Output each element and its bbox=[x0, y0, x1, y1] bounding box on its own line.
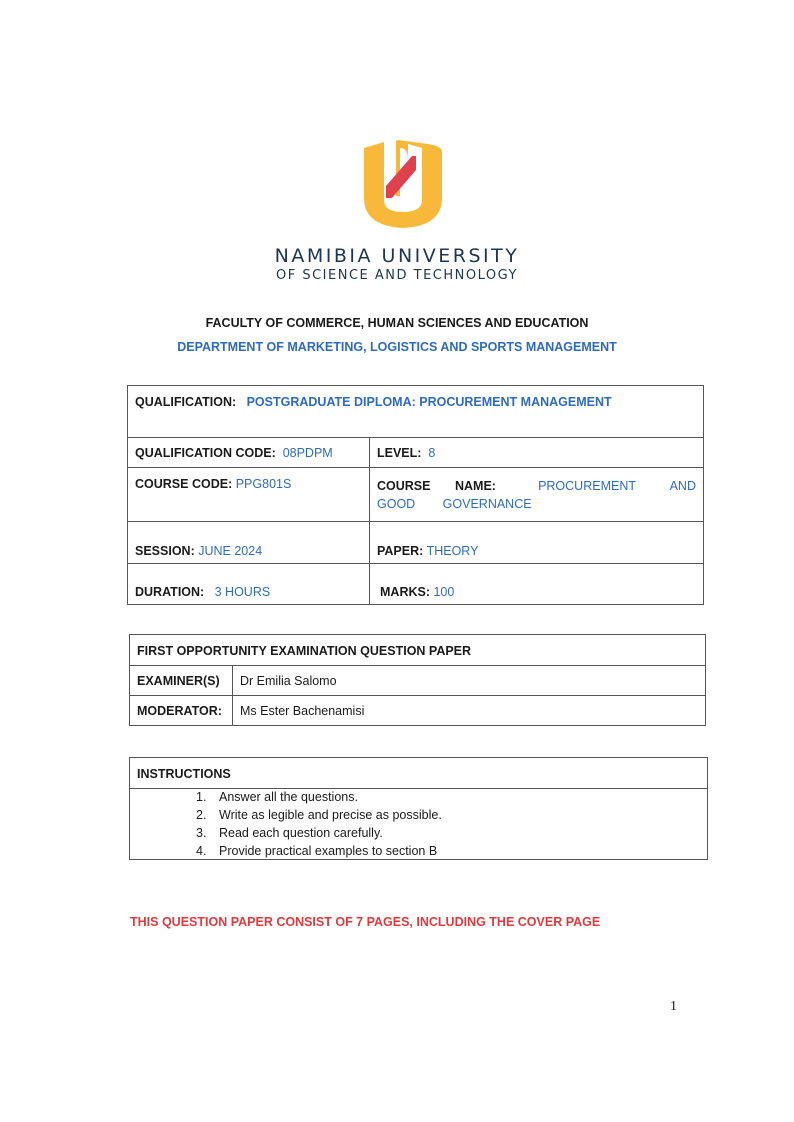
qualification-value: POSTGRADUATE DIPLOMA: PROCUREMENT MANAGEMENT bbox=[246, 395, 612, 409]
moderator-label: MODERATOR: bbox=[129, 695, 233, 726]
label: SESSION: bbox=[135, 544, 195, 558]
instruction-item: Provide practical examples to section B bbox=[219, 844, 438, 858]
university-subtitle: OF SCIENCE AND TECHNOLOGY bbox=[276, 268, 518, 283]
instruction-number: 4. bbox=[196, 844, 207, 858]
department-heading: DEPARTMENT OF MARKETING, LOGISTICS AND SPORTS MANAGEMENT bbox=[177, 340, 617, 354]
label: MARKS: bbox=[380, 585, 430, 599]
duration-value: 3 HOURS bbox=[214, 585, 271, 599]
instruction-item: Read each question carefully. bbox=[219, 826, 383, 840]
course-name-value: PROCUREMENT AND GOOD GOVERNANCE bbox=[377, 479, 696, 511]
exam-title: FIRST OPPORTUNITY EXAMINATION QUESTION PAPER bbox=[129, 634, 706, 666]
level-value: 8 bbox=[428, 446, 436, 460]
instructions-title: INSTRUCTIONS bbox=[129, 757, 708, 789]
marks-cell bbox=[369, 563, 704, 605]
examiner-label: EXAMINER(S) bbox=[129, 665, 233, 696]
label: PAPER: bbox=[377, 544, 424, 558]
session-value: JUNE 2024 bbox=[198, 544, 263, 558]
qualification-code-cell bbox=[127, 437, 370, 468]
course-code-cell bbox=[127, 467, 370, 522]
university-shield-logo bbox=[360, 140, 446, 230]
faculty-heading: FACULTY OF COMMERCE, HUMAN SCIENCES AND EDUCATION bbox=[205, 316, 589, 330]
university-name: NAMIBIA UNIVERSITY bbox=[274, 245, 520, 267]
label: DURATION: bbox=[135, 585, 205, 599]
label: LEVEL: bbox=[377, 446, 422, 460]
course-code-value: PPG801S bbox=[235, 477, 292, 491]
label: COURSE NAME: bbox=[377, 479, 496, 493]
level-cell bbox=[369, 437, 704, 468]
instruction-number: 3. bbox=[196, 826, 207, 840]
duration-cell bbox=[127, 563, 370, 605]
label: QUALIFICATION: bbox=[135, 395, 237, 409]
moderator-value: Ms Ester Bachenamisi bbox=[232, 695, 706, 726]
session-cell bbox=[127, 521, 370, 564]
marks-value: 100 bbox=[433, 585, 455, 599]
label: COURSE CODE: bbox=[135, 477, 233, 491]
label: QUALIFICATION CODE: bbox=[135, 446, 276, 460]
instruction-item: Write as legible and precise as possible. bbox=[219, 808, 442, 822]
course-name-cell bbox=[369, 467, 704, 522]
page-count-notice: THIS QUESTION PAPER CONSIST OF 7 PAGES, INCLUDING THE COVER PAGE bbox=[130, 915, 601, 929]
instruction-item: Answer all the questions. bbox=[219, 790, 358, 804]
examiner-value: Dr Emilia Salomo bbox=[232, 665, 706, 696]
paper-cell bbox=[369, 521, 704, 564]
paper-value: THEORY bbox=[426, 544, 479, 558]
instruction-number: 1. bbox=[196, 790, 207, 804]
instruction-number: 2. bbox=[196, 808, 207, 822]
qualification-cell bbox=[127, 385, 704, 438]
page-number: 1 bbox=[670, 999, 677, 1014]
qualification-code-value: 08PDPM bbox=[282, 446, 333, 460]
